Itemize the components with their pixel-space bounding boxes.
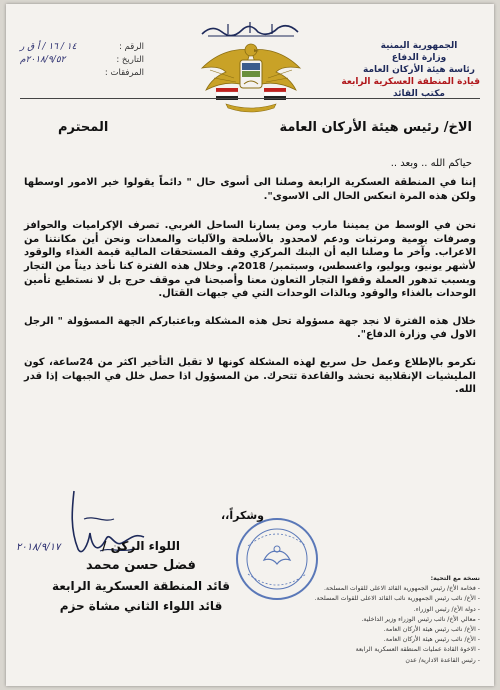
letterhead-right (341, 40, 480, 100)
copy-line: - الأخ/ نائب رئيس هيئة الأركان العامة. (383, 626, 480, 634)
signer-name: فضل حسن محمد (86, 558, 196, 573)
recipient: الاخ/ رئيس هيئة الأركان العامة (279, 120, 472, 135)
copies-title: نسخة مع التحية: (430, 575, 480, 582)
header-line-2: وزارة الدفاع (391, 53, 447, 63)
signature-block (26, 536, 256, 616)
header-divider (20, 98, 480, 99)
attachments-label: المرفقات : (104, 68, 144, 78)
header-line-1: الجمهورية اليمنية (380, 41, 458, 51)
greeting: حياكم الله .. وبعد .. (390, 158, 472, 169)
date-value: ٢٠١٨/٩/٥٢م (20, 55, 66, 65)
header-line-5: مكتب القائد (392, 89, 446, 99)
paragraph-3: خلال هذه الفترة لا نجد جهة مسؤولة تحل هذه المشكلة وباعتباركم الجهة المسؤولة " الرجل الاول في وزارة الدفاع". (24, 315, 476, 341)
signer-title-2: قائد اللواء الثاني مشاة حزم (59, 599, 223, 613)
signer-title-1: قائد المنطقة العسكرية الرابعة (51, 579, 231, 593)
letter-body (24, 176, 476, 411)
ref-number-label: الرقم : (119, 42, 144, 52)
signer-rank: اللواء الركن / (102, 539, 180, 553)
date-row (20, 55, 144, 67)
paragraph-4: نكرمو بالإطلاع وعمل حل سريع لهذه المشكلة كونها لا تقبل التأخير اكثر من 24ساعة، كون المليشيات الإنقلابية تحشد والقاعدة تتحرك. من المسؤول اذا حصل خلل في الجبهات إذا قدر الله. (24, 356, 476, 396)
copy-line: - الأخ/ نائب رئيس الجمهورية نائب القائد الاعلى للقوات المسلحة. (314, 595, 480, 603)
ref-number-row (20, 42, 144, 54)
salutation-row (28, 120, 472, 140)
copies-list (314, 574, 480, 666)
header-line-3: رئاسة هيئة الأركان العامة (363, 65, 475, 75)
attachments-row (20, 68, 144, 80)
copy-line: - دولة الأخ/ رئيس الوزراء. (413, 605, 480, 613)
copy-line: - معالي الأخ/ نائب رئيس الوزراء وزير الداخلية. (361, 615, 480, 623)
copy-line: - الأخ/ نائب رئيس هيئة الأركان العامة. (383, 636, 480, 644)
signature-date: ٢٠١٨/٩/١٧ (16, 542, 61, 553)
header-line-4: قيادة المنطقة العسكرية الرابعة (341, 77, 480, 87)
honorific: المحترم (58, 120, 109, 135)
paragraph-2: نحن في الوسط من يميننا مارب ومن يسارنا الساحل الغربي. تصرف الإكراميات والحوافز وصرفات يومية ومرتبات ودعم لامحدود بالأسلحة والآليات والمعدات ونحن أين مكانتنا من الاعراب. وآخر ما وصلنا اليه أن البنك المركزي وقف المستحقات المالية قيمة الغذاء والوقود لأشهر يونيو، ويوليو، واغسطس، وسبتمبر/ 2018م. وخلال هذه الفترة كنا نأخذ ديناً من التجار وبسبب تدهور العملة وقفوا التجار التعاون معنا وأصبحنا في موقف حرج بل لا نستطيع تأمين الوحدات بالغذاء والوقود وبالذات الوحدات التي في جبهات القتال. (24, 220, 476, 300)
paragraph-1: إننا في المنطقة العسكرية الرابعة وصلنا الى أسوى حال " دائماً يقولوا خير الامور اوسطها ولكن هذه المرة انعكس الحال الى الاسوى". (24, 177, 476, 202)
date-label: التاريخ : (116, 55, 144, 65)
letter-page (6, 4, 494, 686)
closing: وشكراً،، (220, 509, 264, 522)
copy-line: - فخامة الأخ/ رئيس الجمهورية القائد الاعلى للقوات المسلحة. (323, 585, 480, 593)
copy-line: - رئيس القاعدة الادارية/ عدن (405, 656, 480, 664)
letterhead-left-refs (20, 42, 144, 81)
ref-number-value: ١٤ / ١٦ / أ ق ر (20, 42, 77, 52)
national-emblem-eagle-icon (196, 38, 306, 114)
copy-line: - الاخوة القادة عمليات المنطقة العسكرية الرابعة (355, 646, 480, 654)
